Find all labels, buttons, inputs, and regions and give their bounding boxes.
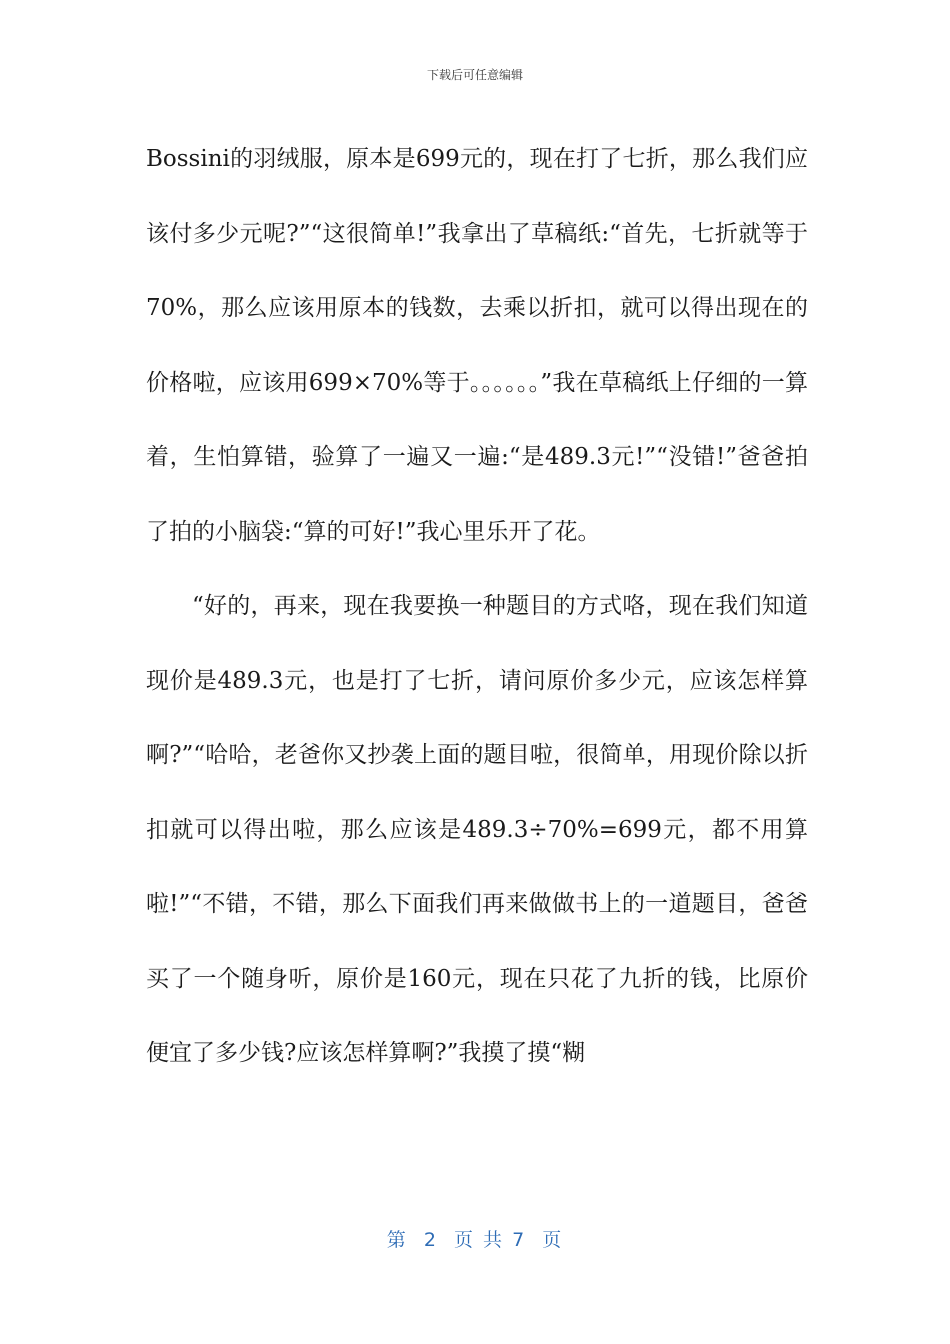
paragraph-1: Bossini的羽绒服，原本是699元的，现在打了七折，那么我们应该付多少元呢?”“这很简单!”我拿出了草稿纸:“首先，七折就等于70%，那么应该用原本的钱数，去乘以折扣，就可以得出现在的价格啦，应该用699×70%等于。。。。。。”我在草稿纸上仔细的一算着，生怕算错，验算了一遍又一遍:“是489.3元!”“没错!”爸爸拍了拍的小脑袋:“算的可好!”我心里乐开了花。 (146, 146, 808, 545)
page-number-footer (0, 1225, 950, 1252)
document-body (146, 122, 808, 1091)
page-number-label: 第 2 页 共 7 页 (386, 1229, 564, 1251)
paragraph-2: “好的，再来，现在我要换一种题目的方式咯，现在我们知道现价是489.3元，也是打了七折，请问原价多少元，应该怎样算啊?”“哈哈，老爸你又抄袭上面的题目啦，很简单，用现价除以折扣就可以得出啦，那么应该是489.3÷70%=699元，都不用算啦!”“不错，不错，那么下面我们再来做做书上的一道题目，爸爸买了一个随身听，原价是160元，现在只花了九折的钱，比原价便宜了多少钱?应该怎样算啊?”我摸了摸“糊 (146, 593, 808, 1066)
page-header-note: 下载后可任意编辑 (426, 68, 523, 82)
